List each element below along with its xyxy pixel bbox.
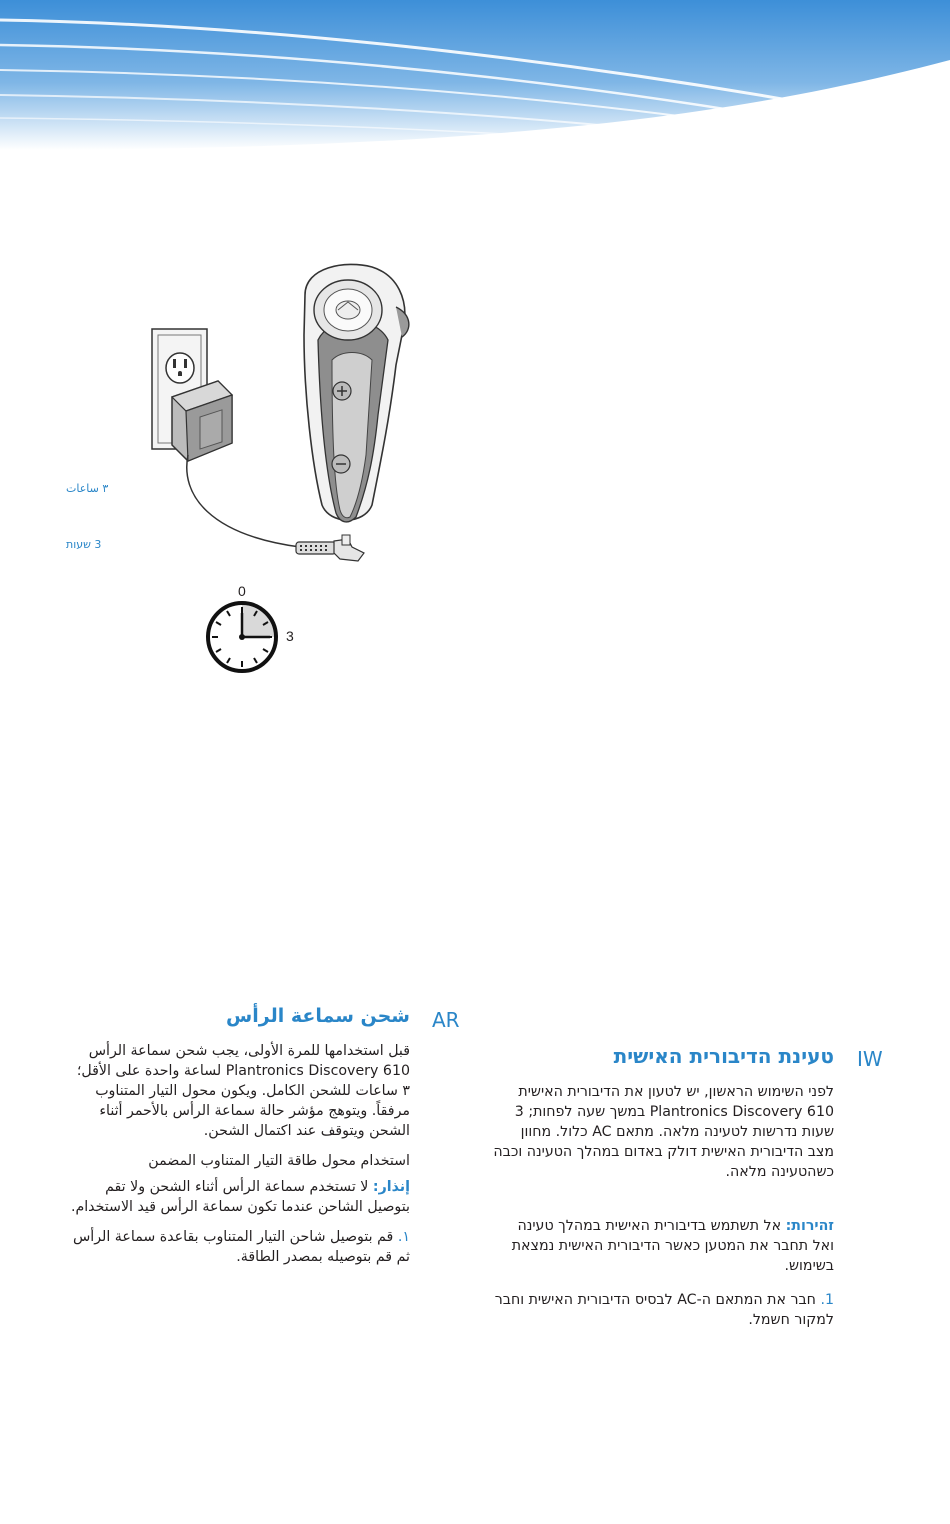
step-number-ar: ١. bbox=[397, 1229, 410, 1245]
warning-label-ar: إنذار: bbox=[372, 1179, 410, 1195]
step-1-iw bbox=[492, 1290, 834, 1330]
heading-ar: شحن سماعة الرأس bbox=[226, 1005, 410, 1027]
clock-label-zero: 0 bbox=[238, 583, 246, 599]
heading-iw: טעינת הדיבורית האישית bbox=[613, 1044, 834, 1068]
section-iw bbox=[492, 1044, 834, 1330]
clock-label-three: 3 bbox=[286, 628, 294, 644]
caution-label-iw: זהירות: bbox=[785, 1218, 834, 1234]
caution-iw bbox=[492, 1216, 834, 1276]
intro-ar: قبل استخدامها للمرة الأولى، يجب شحن سماعة الرأس Plantronics Discovery 610 لساعة واحدة على الأقل؛ ٣ ساعات للشحن الكامل. ويكون محول التيار المتناوب مرفقاً. ويتوهج مؤشر حالة سماعة الرأس بالأحمر أثناء الشحن ويتوقف عند اكتمال الشحن. bbox=[76, 1043, 410, 1139]
step-number-iw: 1. bbox=[820, 1292, 834, 1308]
section-ar bbox=[68, 1005, 410, 1267]
intro-iw: לפני השימוש הראשון, יש לטעון את הדיבורית האישית Plantronics Discovery 610 במשך שעה לפחות; 3 שעות נדרשות לטעינה מלאה. מתאם AC כלול. מחוון מצב הדיבורית האישית דולק באדום במהלך הטעינה וכבה כשהטעינה מלאה. bbox=[493, 1084, 834, 1180]
charging-illustration bbox=[120, 255, 430, 585]
warning-ar bbox=[68, 1177, 410, 1217]
caution-text-iw: אל תשתמש בדיבורית האישית במהלך טעינה ואל תחבר את המטען כאשר הדיבורית האישית נמצאת בשימוש. bbox=[511, 1218, 834, 1274]
step-text-ar: قم بتوصيل شاحن التيار المتناوب بقاعدة سماعة الرأس ثم قم بتوصيله بمصدر الطاقة. bbox=[72, 1229, 410, 1265]
lang-code-ar: AR bbox=[432, 1008, 460, 1032]
step-text-iw: חבר את המתאם ה-AC לבסיס הדיבורית האישית וחבר למקור חשמל. bbox=[494, 1292, 834, 1328]
adapter-line-ar: استخدام محول طاقة التيار المتناوب المضمن bbox=[148, 1153, 410, 1169]
lang-code-iw: IW bbox=[857, 1047, 883, 1071]
header-wave-banner bbox=[0, 0, 950, 160]
warning-text-ar: لا تستخدم سماعة الرأس أثناء الشحن ولا تقم بتوصيل الشاحن عندما تكون سماعة الرأس قيد الاستخدام. bbox=[70, 1179, 410, 1215]
label-3-hours-he: 3 שעות bbox=[66, 538, 102, 551]
label-3-hours-ar: ٣ ساعات bbox=[66, 482, 109, 495]
step-1-ar bbox=[68, 1227, 410, 1267]
